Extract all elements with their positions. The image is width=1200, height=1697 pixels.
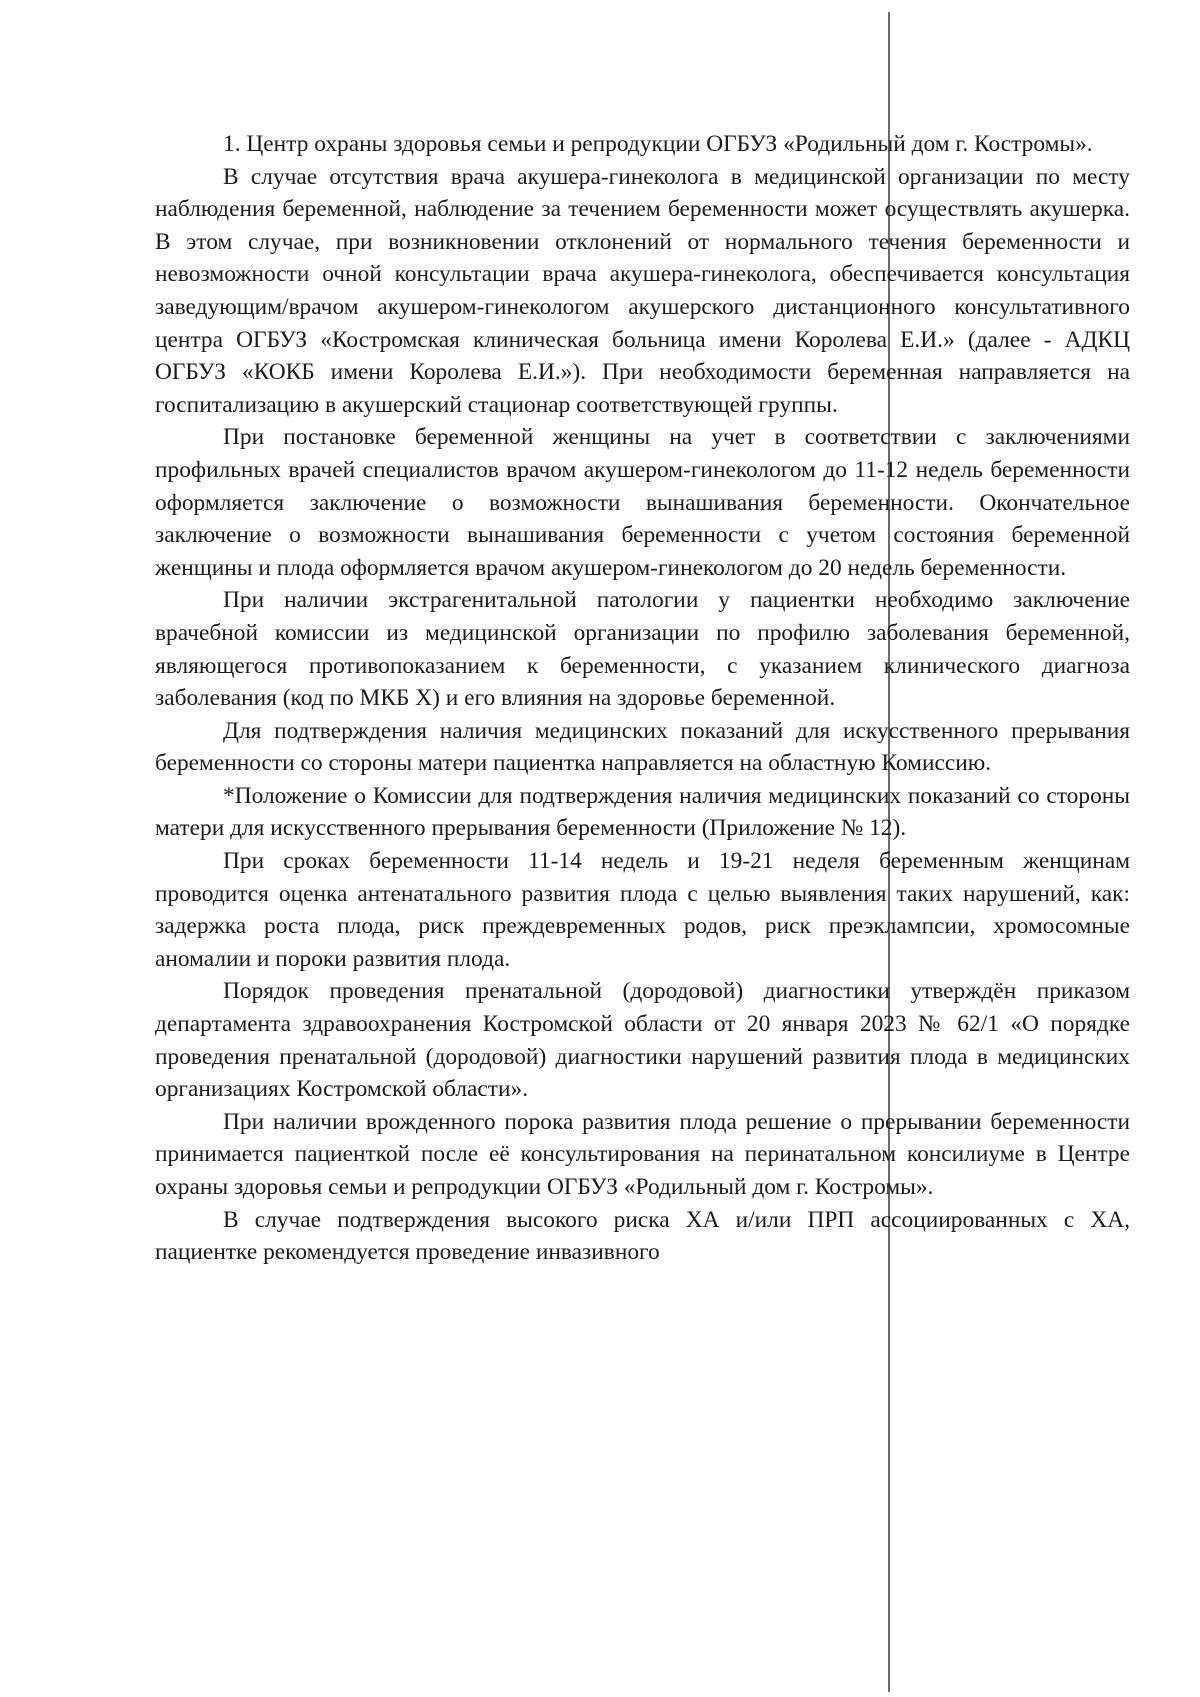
paragraph-2: В случае отсутствия врача акушера-гинеколога в медицинской организации по месту наблюдения беременной, наблюдение за течением беременности может осуществлять акушерка. В этом случае, при возникновении отклонений от нормального течения беременности и невозможности очной консультации врача акушера-гинеколога, обеспечивается консультация заведующим/врачом акушером-гинекологом акушерского дистанционного консультативного центра ОГБУЗ «Костромская клиническая больница имени Королева Е.И.» (далее - АДКЦ ОГБУЗ «КОКБ имени Королева Е.И.»). При необходимости беременная направляется на госпитализацию в акушерский стационар соответствующей группы. — [155, 163, 1130, 418]
paragraph-7: При сроках беременности 11-14 недель и 19-21 неделя беременным женщинам проводится оценка антенатального развития плода с целью выявления таких нарушений, как: задержка роста плода, риск преждевременных родов, риск преэклампсии, хромосомные аномалии и пороки развития плода. — [155, 848, 1130, 972]
paragraph-10: В случае подтверждения высокого риска ХА и/или ПРП ассоциированных с ХА, пациентке рекомендуется проведение инвазивного — [155, 1206, 1130, 1266]
paragraph-5: Для подтверждения наличия медицинских показаний для искусственного прерывания беременности со стороны матери пациентка направляется на областную Комиссию. — [155, 717, 1130, 777]
document-body — [155, 128, 1130, 1269]
paragraph-4: При наличии экстрагенитальной патологии у пациентки необходимо заключение врачебной комиссии из медицинской организации по профилю заболевания беременной, являющегося противопоказанием к беременности, с указанием клинического диагноза заболевания (код по МКБ X) и его влияния на здоровье беременной. — [155, 587, 1130, 712]
paragraph-1: 1. Центр охраны здоровья семьи и репродукции ОГБУЗ «Родильный дом г. Костромы». — [223, 131, 1093, 157]
paragraph-6: *Положение о Комиссии для подтверждения наличия медицинских показаний со стороны матери для искусственного прерывания беременности (Приложение № 12). — [155, 782, 1130, 842]
paragraph-3: При постановке беременной женщины на учет в соответствии с заключениями профильных врачей специалистов врачом акушером-гинекологом до 11-12 недель беременности оформляется заключение о возможности вынашивания беременности. Окончательное заключение о возможности вынашивания беременности с учетом состояния беременной женщины и плода оформляется врачом акушером-гинекологом до 20 недель беременности. — [155, 424, 1130, 581]
paragraph-8: Порядок проведения пренатальной (дородовой) диагностики утверждён приказом департамента здравоохранения Костромской области от 20 января 2023 № 62/1 «О порядке проведения пренатальной (дородовой) диагностики нарушений развития плода в медицинских организациях Костромской области». — [155, 978, 1130, 1103]
paragraph-9: При наличии врожденного порока развития плода решение о прерывании беременности принимается пациенткой после её консультирования на перинатальном консилиуме в Центре охраны здоровья семьи и репродукции ОГБУЗ «Родильный дом г. Костромы». — [155, 1108, 1130, 1200]
